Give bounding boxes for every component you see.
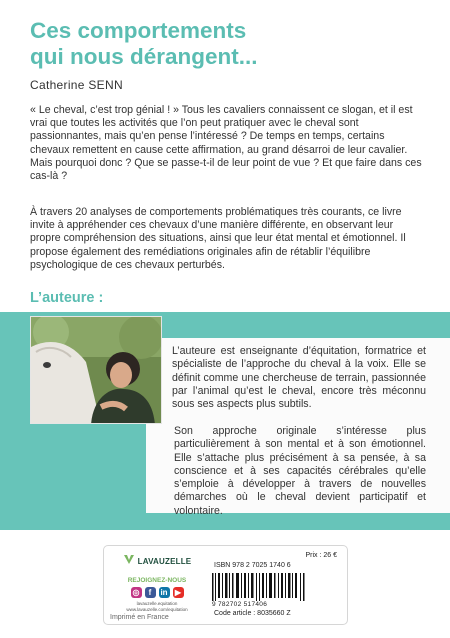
code-article-label: Code article : 8035660 Z — [214, 610, 291, 617]
author-bio-top: L’auteure est enseignante d’équitation, formatrice et spécialiste de l’approche du cheval à la voix. Elle se définit comme une chercheuse de terrain, passionnée par l’animal qu’est le cheval, encore très méconnu sous ses aspects plus subtils. — [172, 345, 426, 411]
join-us-label: REJOIGNEZ-NOUS — [127, 577, 187, 584]
author-bio-bottom: Son approche originale s’intéresse plus particulièrement à son mental et à son émotionnel. Elle s’attache plus précisément à sa pensée, à sa conscience et à ses capacités cérébrales qu’elle s’emploie à développer à travers de nouvelles démarches où le cheval devient participatif et volontaire. — [174, 425, 426, 517]
barcode-card — [103, 545, 348, 625]
summary-paragraph-2: À travers 20 analyses de comportements problématiques très courants, ce livre invite à appréhender ces chevaux d’une manière différente, en observant leur propre compréhension des situations, ainsi que leur état mental et émotionnel. Il propose également des remédiations originales afin de rétablir l’équilibre psychologique de ces chevaux perturbés. — [30, 206, 406, 271]
author-photo — [30, 316, 162, 424]
author-section-heading: L’auteure : — [30, 290, 104, 306]
summary-paragraph-1: « Le cheval, c’est trop génial ! » Tous les cavaliers connaissent ce slogan, et il est vrai que toutes les activités que l’on peut pratiquer avec le cheval sont passionnantes, mais qu’en pense l’intéressé ? De temps en temps, certains chevaux remettent en cause cette affirmation, au grand désarroi de leur cavalier. Mais pourquoi donc ? Que se passe-t-il de leur point de vue ? Et que faire dans ces cas-là ? — [30, 104, 422, 183]
publisher-name: LAVAUZELLE — [137, 556, 192, 566]
book-title — [30, 18, 430, 70]
publisher-social-handle: lavauzelle.equitation — [136, 601, 178, 606]
title-line-1: Ces comportements — [30, 18, 247, 43]
price-label: Prix : 26 € — [305, 552, 337, 559]
publisher-block — [116, 552, 198, 612]
publisher-logo-icon — [123, 552, 135, 570]
author-name: Catherine SENN — [30, 78, 123, 92]
isbn-label: ISBN 978 2 7025 1740 6 — [214, 562, 291, 569]
facebook-icon[interactable]: f — [145, 587, 156, 598]
instagram-icon[interactable]: ◎ — [131, 587, 142, 598]
youtube-icon[interactable]: ▶ — [173, 587, 184, 598]
linkedin-icon[interactable]: in — [160, 588, 168, 597]
title-line-2: qui nous dérangent... — [30, 44, 258, 69]
social-icons — [116, 587, 198, 598]
barcode-digits: 9 782702 517406 — [212, 601, 268, 608]
publisher-website: www.lavauzelle.com/equitation — [126, 606, 188, 612]
printed-in-label: Imprimé en France — [110, 614, 169, 621]
